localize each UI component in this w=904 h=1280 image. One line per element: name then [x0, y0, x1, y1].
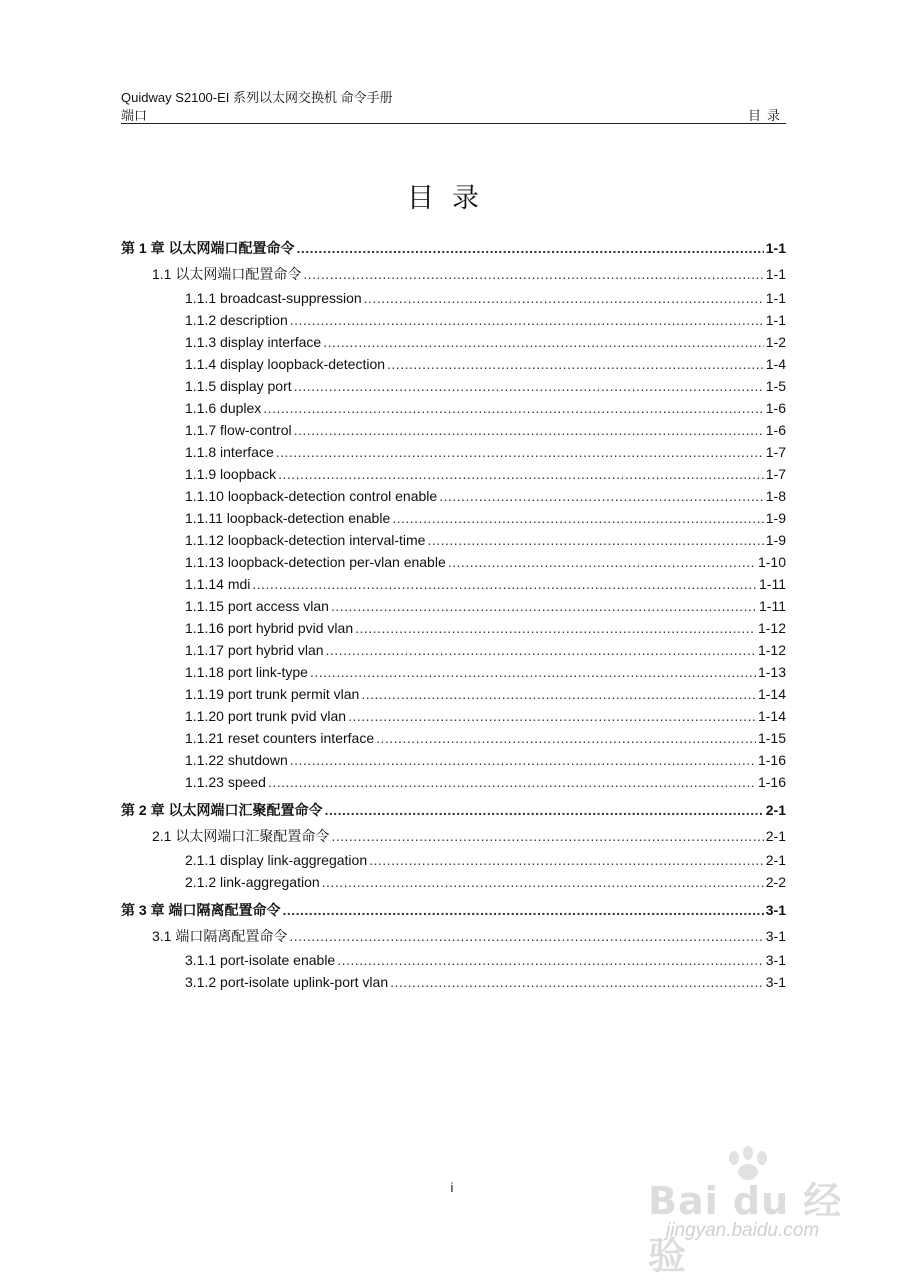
toc-entry-label: 1.1.10 loopback-detection control enable: [185, 488, 438, 504]
header-divider: [121, 123, 786, 124]
toc-entry-label: 1.1.2 description: [185, 312, 288, 328]
toc-entry[interactable]: [121, 466, 786, 488]
toc-entry-label: 1.1.20 port trunk pvid vlan: [185, 708, 347, 724]
toc-leader-dots: [331, 598, 757, 614]
page-number: i: [450, 1180, 454, 1195]
toc-entry[interactable]: [121, 356, 786, 378]
toc-leader-dots: [427, 532, 763, 548]
toc-leader-dots: [439, 488, 764, 504]
watermark-brand: Bai du 经验: [648, 1179, 843, 1278]
header-section: 端口: [121, 108, 148, 123]
toc-entry[interactable]: [121, 554, 786, 576]
toc-leader-dots: [392, 510, 764, 526]
toc-entry[interactable]: [121, 826, 786, 852]
toc-leader-dots: [268, 774, 756, 790]
toc-entry-page: 1-14: [757, 708, 786, 724]
toc-leader-dots: [326, 642, 756, 658]
toc-leader-dots: [337, 952, 764, 968]
toc-entry[interactable]: [121, 444, 786, 466]
toc-entry-label: 2.1 以太网端口汇聚配置命令: [152, 828, 330, 844]
toc-entry[interactable]: [121, 264, 786, 290]
toc-entry-label: 1.1.9 loopback: [185, 466, 277, 482]
toc-leader-dots: [390, 974, 764, 990]
toc-entry[interactable]: [121, 510, 786, 532]
toc-entry-page: 1-11: [759, 576, 786, 592]
toc-entry-page: 1-15: [757, 730, 786, 746]
toc-entry-page: 1-13: [757, 664, 786, 680]
toc-entry-page: 1-4: [765, 356, 786, 372]
toc-entry-label: 1.1.23 speed: [185, 774, 266, 790]
toc-entry[interactable]: [121, 378, 786, 400]
toc-entry-page: 1-16: [757, 774, 786, 790]
toc-entry-page: 1-6: [765, 400, 786, 416]
toc-leader-dots: [376, 730, 756, 746]
toc-entry[interactable]: [121, 576, 786, 598]
toc-leader-dots: [294, 422, 764, 438]
toc-entry-label: 1.1.14 mdi: [185, 576, 251, 592]
toc-leader-dots: [282, 902, 763, 918]
toc-entry[interactable]: [121, 642, 786, 664]
toc-entry-page: 1-7: [765, 444, 786, 460]
toc-entry-page: 2-1: [765, 828, 786, 844]
toc-entry-page: 1-5: [765, 378, 786, 394]
toc-entry-page: 1-1: [765, 240, 786, 256]
toc-entry-page: 1-8: [765, 488, 786, 504]
toc-entry[interactable]: [121, 686, 786, 708]
toc-leader-dots: [364, 290, 764, 306]
toc-entry-label: 3.1.1 port-isolate enable: [185, 952, 336, 968]
toc-entry[interactable]: [121, 664, 786, 686]
toc-leader-dots: [289, 928, 763, 944]
toc-entry-page: 1-9: [765, 510, 786, 526]
toc-entry-label: 3.1 端口隔离配置命令: [152, 928, 288, 944]
toc-leader-dots: [278, 466, 764, 482]
toc-entry-label: 1.1.8 interface: [185, 444, 274, 460]
toc-leader-dots: [276, 444, 764, 460]
toc-entry-page: 3-1: [765, 952, 786, 968]
toc-entry[interactable]: [121, 598, 786, 620]
toc-entry-label: 1.1.5 display port: [185, 378, 292, 394]
toc-entry-page: 1-2: [765, 334, 786, 350]
toc-entry-page: 1-14: [757, 686, 786, 702]
toc-leader-dots: [387, 356, 764, 372]
toc-leader-dots: [290, 312, 764, 328]
toc-entry[interactable]: [121, 532, 786, 554]
toc-entry-label: 2.1.1 display link-aggregation: [185, 852, 368, 868]
watermark-url: jingyan.baidu.com: [666, 1220, 820, 1241]
toc-entry-page: 1-12: [757, 642, 786, 658]
toc-leader-dots: [322, 874, 764, 890]
toc-leader-dots: [294, 378, 764, 394]
toc-entry-label: 1.1.22 shutdown: [185, 752, 288, 768]
toc-entry-label: 1.1.18 port link-type: [185, 664, 308, 680]
toc-entry[interactable]: [121, 852, 786, 874]
toc-entry[interactable]: [121, 334, 786, 356]
toc-entry-label: 1.1.21 reset counters interface: [185, 730, 375, 746]
toc-entry[interactable]: [121, 620, 786, 642]
toc-entry-page: 1-16: [757, 752, 786, 768]
toc-entry-page: 1-1: [765, 266, 786, 282]
toc-entry-page: 1-1: [765, 290, 786, 306]
toc-leader-dots: [296, 240, 763, 256]
toc-leader-dots: [331, 828, 763, 844]
toc-leader-dots: [348, 708, 756, 724]
toc-entry[interactable]: [121, 874, 786, 896]
toc-entry[interactable]: [121, 290, 786, 312]
toc-entry[interactable]: [121, 730, 786, 752]
toc-entry[interactable]: [121, 774, 786, 796]
toc-entry-label: 第 1 章 以太网端口配置命令: [121, 240, 295, 256]
toc-leader-dots: [361, 686, 756, 702]
toc-entry-page: 1-12: [757, 620, 786, 636]
toc-entry[interactable]: [121, 926, 786, 952]
toc-entry-page: 3-1: [765, 902, 786, 918]
toc-entry-page: 1-11: [759, 598, 786, 614]
toc-entry[interactable]: [121, 238, 786, 264]
toc-entry-label: 1.1.17 port hybrid vlan: [185, 642, 324, 658]
toc-entry[interactable]: [121, 952, 786, 974]
toc-entry-page: 1-9: [765, 532, 786, 548]
toc-leader-dots: [324, 802, 763, 818]
toc-leader-dots: [252, 576, 757, 592]
toc-entry-label: 1.1.1 broadcast-suppression: [185, 290, 362, 306]
toc-entry-label: 第 2 章 以太网端口汇聚配置命令: [121, 802, 323, 818]
toc-entry-label: 1.1.13 loopback-detection per-vlan enable: [185, 554, 446, 570]
toc-entry-page: 2-1: [765, 802, 786, 818]
toc-entry-page: 1-1: [765, 312, 786, 328]
toc-entry-label: 1.1.6 duplex: [185, 400, 262, 416]
toc-entry[interactable]: [121, 900, 786, 926]
toc-leader-dots: [263, 400, 763, 416]
toc-leader-dots: [369, 852, 764, 868]
toc-entry[interactable]: [121, 800, 786, 826]
toc-entry[interactable]: [121, 312, 786, 334]
toc-entry[interactable]: [121, 974, 786, 996]
toc-leader-dots: [448, 554, 756, 570]
toc-entry-label: 1.1.19 port trunk permit vlan: [185, 686, 360, 702]
toc-entry-label: 3.1.2 port-isolate uplink-port vlan: [185, 974, 389, 990]
header-right-label: 目录: [747, 108, 786, 123]
toc-entry-label: 1.1.12 loopback-detection interval-time: [185, 532, 426, 548]
toc-leader-dots: [355, 620, 756, 636]
toc-entry-label: 1.1.7 flow-control: [185, 422, 292, 438]
toc-entry[interactable]: [121, 400, 786, 422]
toc-leader-dots: [310, 664, 756, 680]
toc-entry-label: 1.1.4 display loopback-detection: [185, 356, 386, 372]
toc-entry-label: 1.1.3 display interface: [185, 334, 322, 350]
toc-entry-label: 1.1.16 port hybrid pvid vlan: [185, 620, 354, 636]
toc-entry[interactable]: [121, 422, 786, 444]
toc-entry-label: 1.1.15 port access vlan: [185, 598, 329, 614]
toc-entry-page: 3-1: [765, 928, 786, 944]
toc-entry-page: 1-10: [757, 554, 786, 570]
toc-entry-page: 1-6: [765, 422, 786, 438]
toc-entry-label: 2.1.2 link-aggregation: [185, 874, 320, 890]
toc-leader-dots: [290, 752, 756, 768]
page-title: 目录: [407, 183, 497, 214]
toc-entry-label: 1.1.11 loopback-detection enable: [185, 510, 391, 526]
toc-leader-dots: [303, 266, 763, 282]
watermark: [648, 1142, 848, 1278]
toc-entry-page: 3-1: [765, 974, 786, 990]
table-of-contents: [121, 238, 786, 996]
toc-entry[interactable]: [121, 752, 786, 774]
toc-entry[interactable]: [121, 488, 786, 510]
toc-leader-dots: [323, 334, 764, 350]
toc-entry-page: 2-1: [765, 852, 786, 868]
header-doc-title: Quidway S2100-EI 系列以太网交换机 命令手册: [121, 90, 393, 105]
toc-entry-label: 1.1 以太网端口配置命令: [152, 266, 302, 282]
toc-entry-label: 第 3 章 端口隔离配置命令: [121, 902, 281, 918]
toc-entry-page: 2-2: [765, 874, 786, 890]
toc-entry-page: 1-7: [765, 466, 786, 482]
toc-entry[interactable]: [121, 708, 786, 730]
